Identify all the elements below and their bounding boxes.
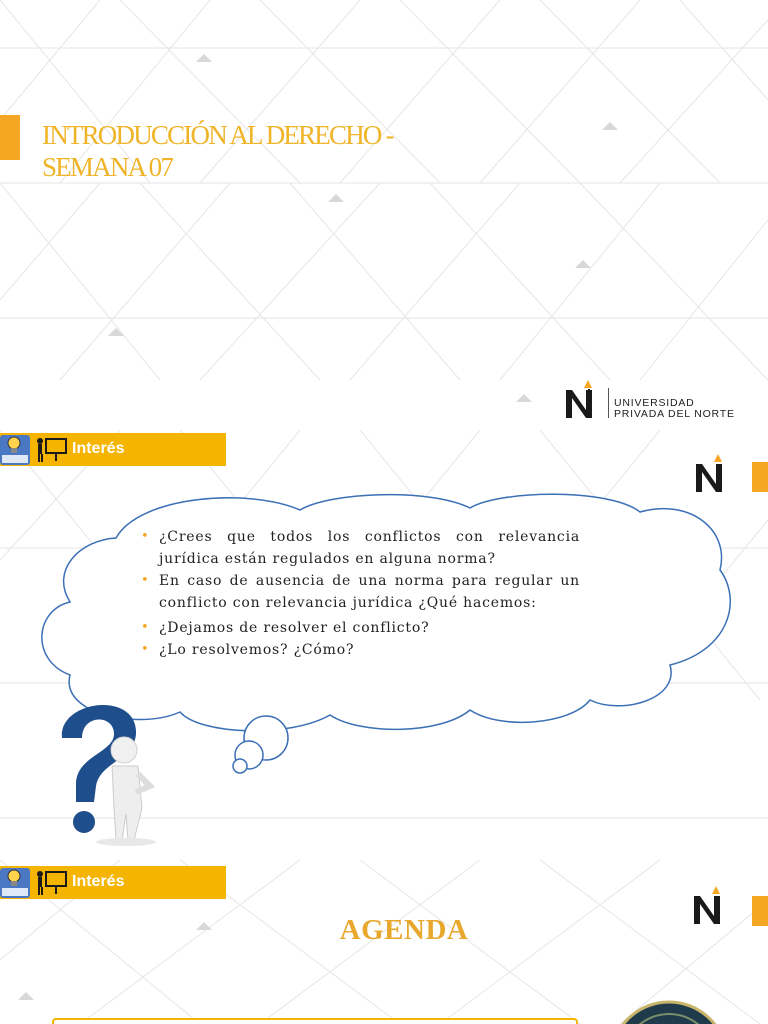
header-icons xyxy=(0,866,70,899)
upn-logo-icon xyxy=(562,376,602,422)
question-figure-icon xyxy=(40,690,180,850)
header-icons xyxy=(0,433,70,466)
emblem-icon xyxy=(604,998,734,1024)
section-header-band xyxy=(0,433,226,466)
list-item: • ¿Lo resolvemos? ¿Cómo? xyxy=(141,642,355,658)
list-item: • ¿Dejamos de resolver el conflicto? xyxy=(141,620,430,636)
list-item: • ¿Crees que todos los conflictos con relevancia jurídica están regulados en alguna norma? xyxy=(141,529,580,567)
list-item: • En caso de ausencia de una norma para regular un conflicto con relevancia jurídica ¿Qué hacemos: xyxy=(141,573,580,611)
title-accent-bar xyxy=(0,115,20,160)
logo-divider xyxy=(608,388,609,418)
page-title-line2: SEMANA 07 xyxy=(42,152,173,182)
agenda-box xyxy=(52,1018,578,1024)
section-header-label: Interés xyxy=(72,873,125,890)
university-name-line1: UNIVERSIDAD xyxy=(614,397,695,409)
page-title-line1: INTRODUCCIÓN AL DERECHO - xyxy=(42,120,393,150)
agenda-title: AGENDA xyxy=(339,914,469,946)
section-header-label: Interés xyxy=(72,440,125,457)
side-accent-tab xyxy=(752,462,768,492)
section-header-band xyxy=(0,866,226,899)
university-logo xyxy=(562,376,752,422)
question-list xyxy=(138,526,580,661)
university-name-line2: PRIVADA DEL NORTE xyxy=(614,408,735,420)
